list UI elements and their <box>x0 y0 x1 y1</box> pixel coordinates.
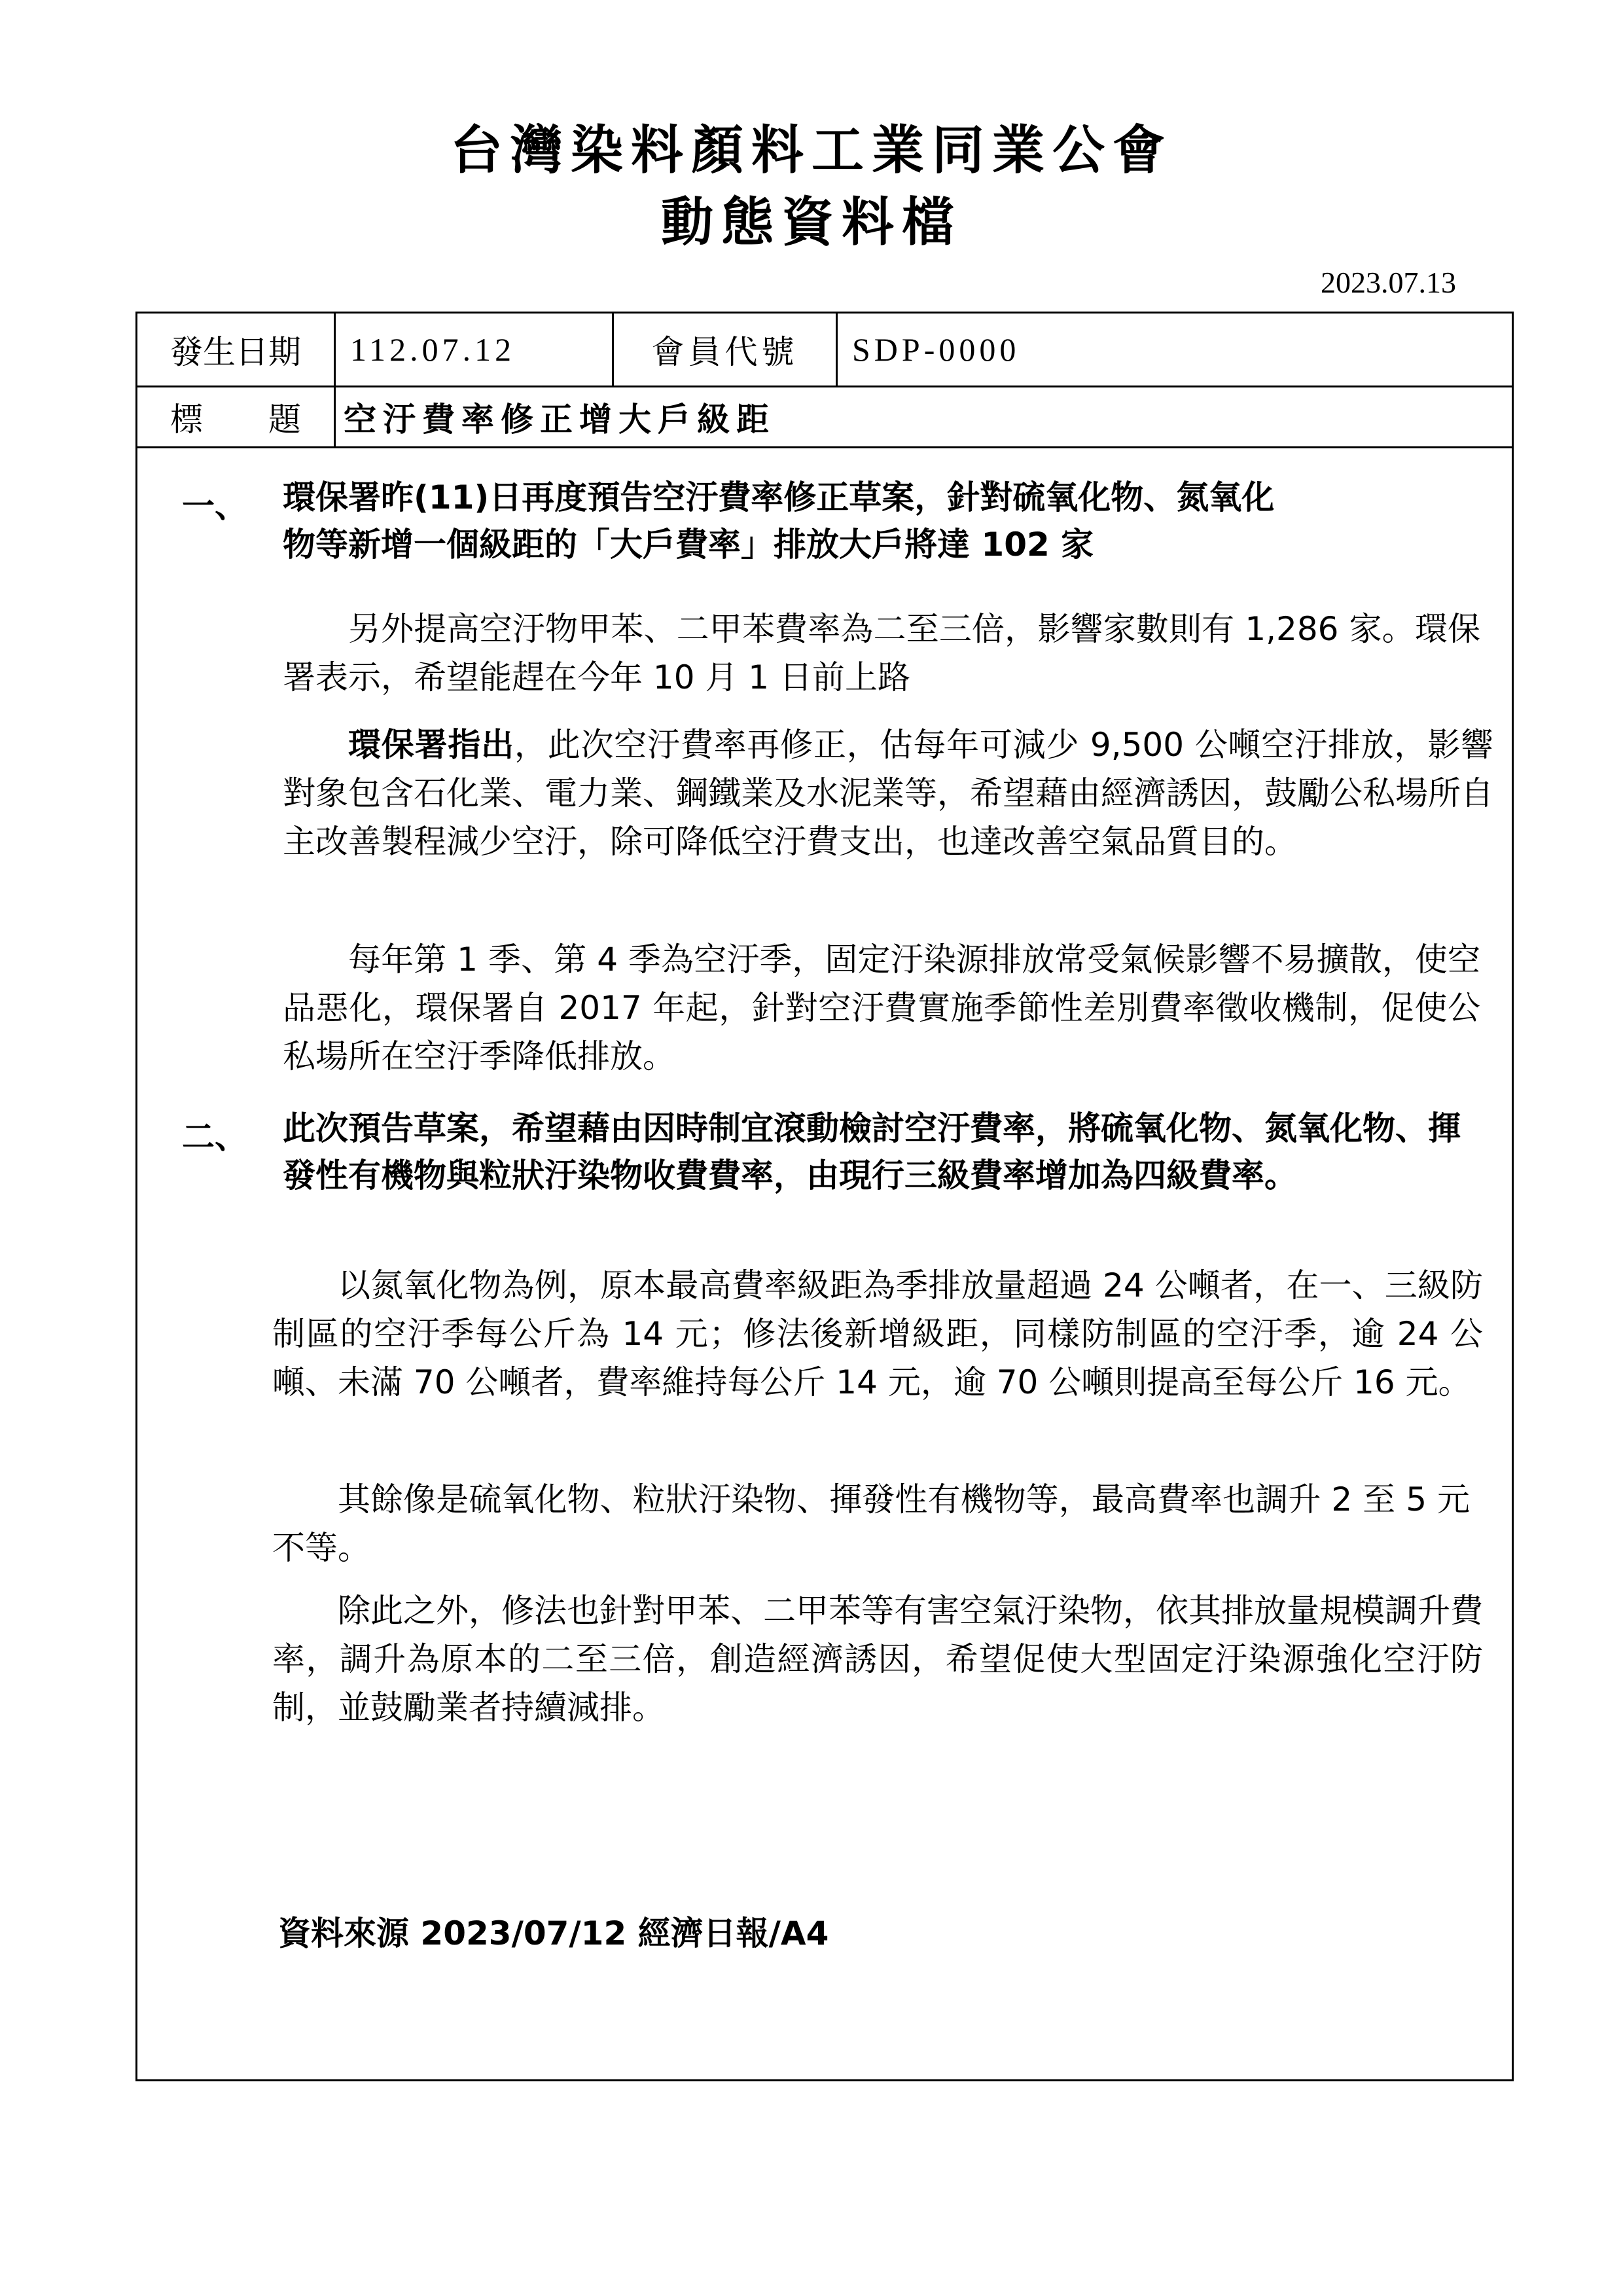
section-number: 一、 <box>182 487 247 525</box>
subject-value: 空汙費率修正增大戶級距 <box>344 401 776 439</box>
paragraph-lead: 環保署指出 <box>348 726 514 764</box>
subject-label: 標 題 <box>137 387 336 446</box>
date-value: 112.07.12 <box>336 314 614 386</box>
info-row-subject <box>137 387 1512 448</box>
section-heading: 環保署昨(11)日再度預告空汙費率修正草案，針對硫氧化物、氮氧化物等新增一個級距的「大戶費率」排放大戶將達 102 家 <box>283 478 1275 564</box>
paragraph: 另外提高空汙物甲苯、二甲苯費率為二至三倍，影響家數則有 1,286 家。環保署表示，希望能趕在今年 10 月 1 日前上路 <box>283 610 1480 696</box>
section-number: 二、 <box>182 1118 247 1156</box>
paragraph: 其餘像是硫氧化物、粒狀汙染物、揮發性有機物等，最高費率也調升 2 至 5 元不等。 <box>272 1480 1470 1567</box>
date-label: 發生日期 <box>137 314 336 386</box>
doc-title: 動態資料檔 <box>661 192 962 253</box>
paragraph: 除此之外，修法也針對甲苯、二甲苯等有害空氣汙染物，依其排放量規模調升費率，調升為原本的二至三倍，創造經濟誘因，希望促使大型固定汙染源強化空汙防制，並鼓勵業者持續減排。 <box>272 1592 1483 1727</box>
member-value: SDP-0000 <box>852 331 1020 368</box>
section-heading: 此次預告草案，希望藉由因時制宜滾動檢討空汙費率，將硫氧化物、氮氧化物、揮發性有機物與粒狀汙染物收費費率，由現行三級費率增加為四級費率。 <box>283 1109 1461 1194</box>
info-row-date-member <box>137 314 1512 387</box>
document-frame <box>135 312 1514 2081</box>
member-label: 會員代號 <box>614 314 838 386</box>
paragraph: 環保署指出，此次空汙費率再修正，估每年可減少 9,500 公噸空汙排放，影響對象包含石化業、電力業、鋼鐵業及水泥業等，希望藉由經濟誘因，鼓勵公私場所自主改善製程減少空汙，除可降低空汙費支出，也達改善空氣品質目的。 <box>283 726 1493 861</box>
source-citation: 資料來源 2023/07/12 經濟日報/A4 <box>278 1914 829 1952</box>
paragraph: 每年第 1 季、第 4 季為空汙季，固定汙染源排放常受氣候影響不易擴散，使空品惡化，環保署自 2017 年起，針對空汙費實施季節性差別費率徵收機制，促使公私場所在空汙季降低排放。 <box>283 941 1480 1075</box>
org-title: 台灣染料顏料工業同業公會 <box>450 120 1173 181</box>
print-date: 2023.07.13 <box>1321 266 1456 299</box>
paragraph: 以氮氧化物為例，原本最高費率級距為季排放量超過 24 公噸者，在一、三級防制區的空汙季每公斤為 14 元；修法後新增級距，同樣防制區的空汙季，逾 24 公噸、未滿 70 公噸者，費率維持每公斤 14 元，逾 70 公噸則提高至每公斤 16 元。 <box>272 1266 1483 1401</box>
